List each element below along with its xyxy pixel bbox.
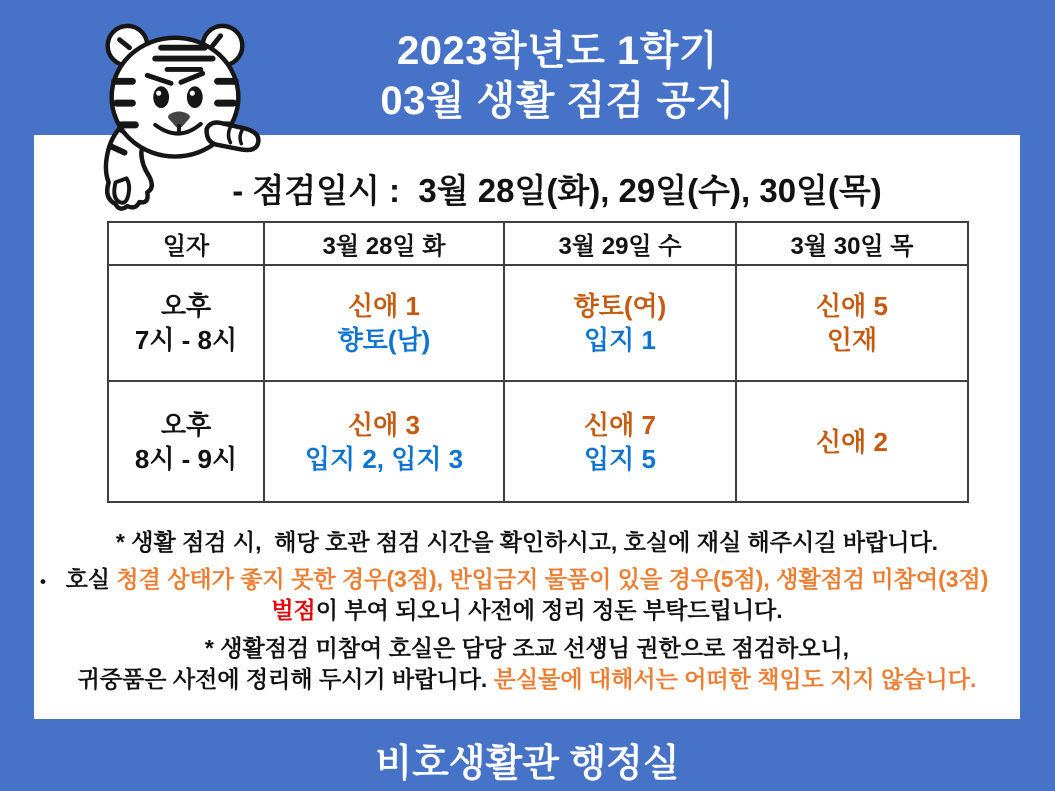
inspection-dates-line: - 점검일시 : 3월 28일(화), 29일(수), 30일(목)	[232, 172, 882, 209]
note-attendance: * 생활 점검 시, 해당 호관 점검 시간을 확인하시고, 호실에 재실 해주시길 바랍니다.	[115, 529, 939, 555]
schedule-cell	[736, 265, 968, 381]
building-label: 신애 1	[348, 291, 420, 321]
note-valuables-line-1: * 생활점검 미참여 호실은 담당 조교 선생님 권한으로 점검하오니,	[204, 635, 850, 661]
footer-office-name: 비호생활관 행정실	[375, 743, 680, 785]
inspection-schedule-table	[107, 221, 969, 503]
note-penalty-line-1	[34, 564, 1020, 595]
schedule-cell	[264, 265, 504, 381]
note-text-red: 벌점	[271, 597, 316, 623]
building-label: 향토(여)	[573, 291, 667, 321]
tiger-mascot-illustration	[76, 14, 274, 214]
building-label: 신애 3	[348, 409, 420, 440]
note-valuables	[34, 633, 1020, 695]
time-slot-7-8	[108, 265, 264, 381]
building-label: 인재	[826, 325, 878, 355]
column-header-mar28: 3월 28일 화	[264, 222, 504, 265]
tiger-resting-paw	[207, 123, 259, 150]
note-valuables-line-2	[34, 664, 1020, 695]
time-line: 오후	[160, 291, 212, 321]
title-line-1: 2023학년도 1학기	[396, 29, 719, 73]
note-penalty	[34, 564, 1020, 626]
note-text-orange: 분실물에 대해서는 어떠한 책임도 지지 않습니다.	[493, 666, 977, 692]
building-label: 입지 2, 입지 3	[304, 443, 464, 474]
table-header-row	[108, 222, 968, 265]
column-header-mar29: 3월 29일 수	[504, 222, 736, 265]
note-text-orange: 청결 상태가 좋지 못한 경우(3점), 반입금지 물품이 있을 경우(5점), 생활점검 미참여(3점)	[116, 566, 989, 592]
time-slot-8-9	[108, 381, 264, 502]
building-label: 향토(남)	[337, 325, 431, 355]
schedule-cell	[504, 381, 736, 502]
schedule-cell	[736, 381, 968, 502]
note-text: 이 부여 되오니 사전에 정리 정돈 부탁드립니다.	[315, 597, 783, 623]
building-label: 신애 2	[816, 426, 888, 457]
note-text: 귀중품은 사전에 정리해 두시기 바랍니다.	[77, 666, 494, 692]
note-text: 호실	[65, 566, 117, 592]
time-line: 8시 - 9시	[134, 443, 238, 474]
schedule-cell	[264, 381, 504, 502]
bullet-icon: •	[40, 572, 46, 591]
title-line-2: 03월 생활 점검 공지	[380, 79, 735, 123]
building-label: 신애 7	[584, 409, 656, 440]
table-row	[108, 265, 968, 381]
table-row	[108, 381, 968, 502]
time-line: 7시 - 8시	[134, 325, 238, 355]
building-label: 입지 1	[584, 325, 656, 355]
schedule-cell	[504, 265, 736, 381]
time-line: 오후	[160, 409, 212, 440]
building-label: 입지 5	[584, 443, 656, 474]
column-header-mar30: 3월 30일 목	[736, 222, 968, 265]
note-penalty-line-2	[34, 595, 1020, 626]
building-label: 신애 5	[816, 291, 888, 321]
column-header-date: 일자	[108, 222, 264, 265]
